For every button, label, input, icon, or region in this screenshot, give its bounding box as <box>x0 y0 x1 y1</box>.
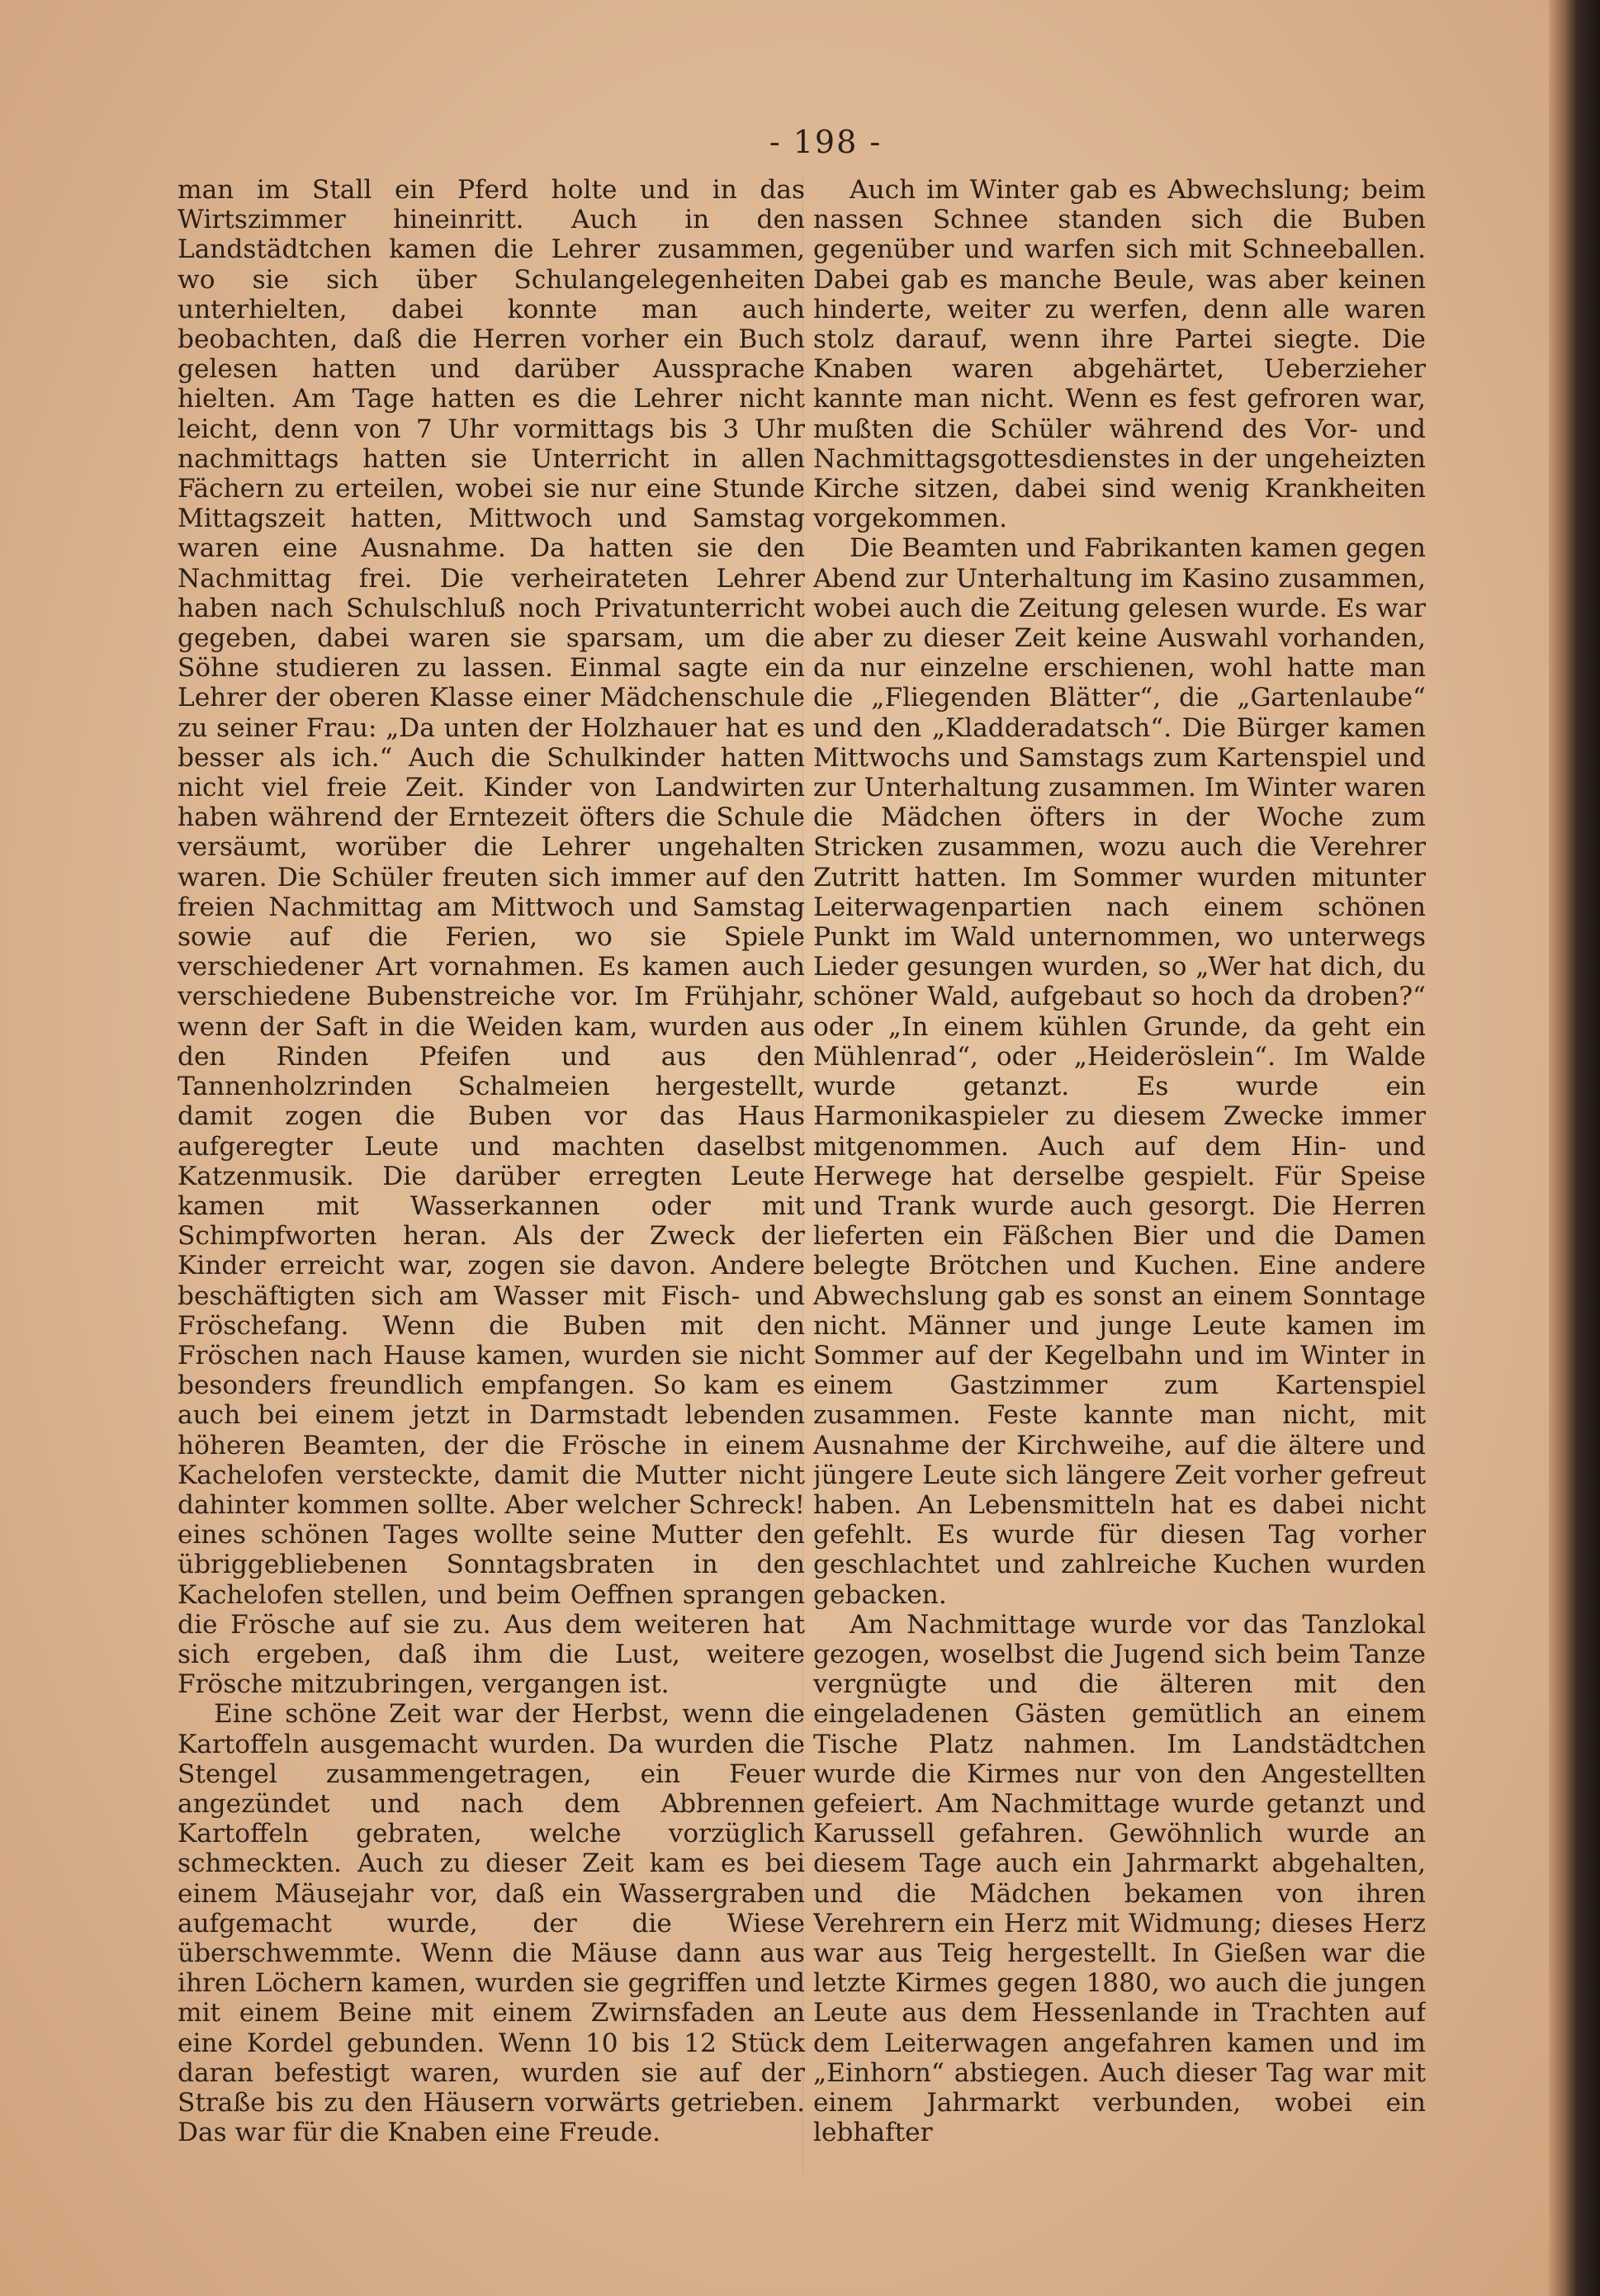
paragraph: Am Nachmittage wurde vor das Tanzlokal gezogen, woselbst die Jugend sich beim Tanze vergnügte und die älteren mit den eingeladenen Gästen gemütlich an einem Tische Platz nahmen. Im Landstädtchen wurde die Kirmes nur von den Angestellten gefeiert. Am Nachmittage wurde getanzt und Karussell gefahren. Gewöhnlich wurde an diesem Tage auch ein Jahrmarkt abgehalten, und die Mädchen bekamen von ihren Verehrern ein Herz mit Widmung; dieses Herz war aus Teig hergestellt. In Gießen war die letzte Kirmes gegen 1880, wo auch die jungen Leute aus dem Hessenlande in Trachten auf dem Leiterwagen angefahren kamen und im „Einhorn“ abstiegen. Auch dieser Tag war mit einem Jahrmarkt verbunden, wobei ein lebhafter <box>813 1609 1426 2148</box>
paragraph: Eine schöne Zeit war der Herbst, wenn die Kartoffeln ausgemacht wurden. Da wurden die Stengel zusammengetragen, ein Feuer angezündet und nach dem Abbrennen Kartoffeln gebraten, welche vorzüglich schmeckten. Auch zu dieser Zeit kam es bei einem Mäusejahr vor, daß ein Wassergraben aufgemacht wurde, der die Wiese überschwemmte. Wenn die Mäuse dann aus ihren Löchern kamen, wurden sie gegriffen und mit einem Beine mit einem Zwirnsfaden an eine Kordel gebunden. Wenn 10 bis 12 Stück daran befestigt waren, wurden sie auf der Straße bis zu den Häusern vorwärts getrieben. Das war für die Knaben eine Freude. <box>178 1699 805 2148</box>
book-binding-edge <box>1549 0 1600 2296</box>
paragraph: Die Beamten und Fabrikanten kamen gegen Abend zur Unterhaltung im Kasino zusammen, wobei auch die Zeitung gelesen wurde. Es war aber zu dieser Zeit keine Auswahl vorhanden, da nur einzelne erschienen, wohl hatte man die „Fliegenden Blätter“, die „Gartenlaube“ und den „Kladderadatsch“. Die Bürger kamen Mittwochs und Samstags zum Kartenspiel und zur Unterhaltung zusammen. Im Winter waren die Mädchen öfters in der Woche zum Stricken zusammen, wozu auch die Verehrer Zutritt hatten. Im Sommer wurden mitunter Leiterwagenpartien nach einem schönen Punkt im Wald unternommen, wo unterwegs Lieder gesungen wurden, so „Wer hat dich, du schöner Wald, aufgebaut so hoch da droben?“ oder „In einem kühlen Grunde, da geht ein Mühlenrad“, oder „Heideröslein“. Im Walde wurde getanzt. Es wurde ein Harmonikaspieler zu diesem Zwecke immer mitgenommen. Auch auf dem Hin- und Herwege hat derselbe gespielt. Für Speise und Trank wurde auch gesorgt. Die Herren lieferten ein Fäßchen Bier und die Damen belegte Brötchen und Kuchen. Eine andere Abwechslung gab es sonst an einem Sonntage nicht. Männer und junge Leute kamen im Sommer auf der Kegelbahn und im Winter in einem Gastzimmer zum Kartenspiel zusammen. Feste kannte man nicht, mit Ausnahme der Kirchweihe, auf die ältere und jüngere Leute sich längere Zeit vorher gefreut haben. An Lebensmitteln hat es dabei nicht gefehlt. Es wurde für diesen Tag vorher geschlachtet und zahlreiche Kuchen wurden gebacken. <box>813 533 1426 1610</box>
page-number: - 198 - <box>769 124 883 160</box>
left-text-column <box>178 175 805 2173</box>
right-text-column <box>813 175 1426 2173</box>
paragraph: man im Stall ein Pferd holte und in das Wirtszimmer hineinritt. Auch in den Landstädtchen kamen die Lehrer zusammen, wo sie sich über Schulangelegenheiten unterhielten, dabei konnte man auch beobachten, daß die Herren vorher ein Buch gelesen hatten und darüber Aussprache hielten. Am Tage hatten es die Lehrer nicht leicht, denn von 7 Uhr vormittags bis 3 Uhr nachmittags hatten sie Unterricht in allen Fächern zu erteilen, wobei sie nur eine Stunde Mittagszeit hatten, Mittwoch und Samstag waren eine Ausnahme. Da hatten sie den Nachmittag frei. Die verheirateten Lehrer haben nach Schulschluß noch Privatunterricht gegeben, dabei waren sie sparsam, um die Söhne studieren zu lassen. Einmal sagte ein Lehrer der oberen Klasse einer Mädchenschule zu seiner Frau: „Da unten der Holzhauer hat es besser als ich.“ Auch die Schulkinder hatten nicht viel freie Zeit. Kinder von Landwirten haben während der Erntezeit öfters die Schule versäumt, worüber die Lehrer ungehalten waren. Die Schüler freuten sich immer auf den freien Nachmittag am Mittwoch und Samstag sowie auf die Ferien, wo sie Spiele verschiedener Art vornahmen. Es kamen auch verschiedene Bubenstreiche vor. Im Frühjahr, wenn der Saft in die Weiden kam, wurden aus den Rinden Pfeifen und aus den Tannenholzrinden Schalmeien hergestellt, damit zogen die Buben vor das Haus aufgeregter Leute und machten daselbst Katzenmusik. Die darüber erregten Leute kamen mit Wasserkannen oder mit Schimpfworten heran. Als der Zweck der Kinder erreicht war, zogen sie davon. Andere beschäftigten sich am Wasser mit Fisch- und Fröschefang. Wenn die Buben mit den Fröschen nach Hause kamen, wurden sie nicht besonders freundlich empfangen. So kam es auch bei einem jetzt in Darmstadt lebenden höheren Beamten, der die Frösche in einem Kachelofen versteckte, damit die Mutter nicht dahinter kommen sollte. Aber welcher Schreck! eines schönen Tages wollte seine Mutter den übriggebliebenen Sonntagsbraten in den Kachelofen stellen, und beim Oeffnen sprangen die Frösche auf sie zu. Aus dem weiteren hat sich ergeben, daß ihm die Lust, weitere Frösche mitzubringen, vergangen ist. <box>178 175 805 1700</box>
column-gutter <box>802 175 803 2173</box>
paragraph: Auch im Winter gab es Abwechslung; beim nassen Schnee standen sich die Buben gegenüber und warfen sich mit Schneeballen. Dabei gab es manche Beule, was aber keinen hinderte, weiter zu werfen, denn alle waren stolz darauf, wenn ihre Partei siegte. Die Knaben waren abgehärtet, Ueberzieher kannte man nicht. Wenn es fest gefroren war, mußten die Schüler während des Vor- und Nachmittagsgottesdienstes in der ungeheizten Kirche sitzen, dabei sind wenig Krankheiten vorgekommen. <box>813 175 1426 534</box>
